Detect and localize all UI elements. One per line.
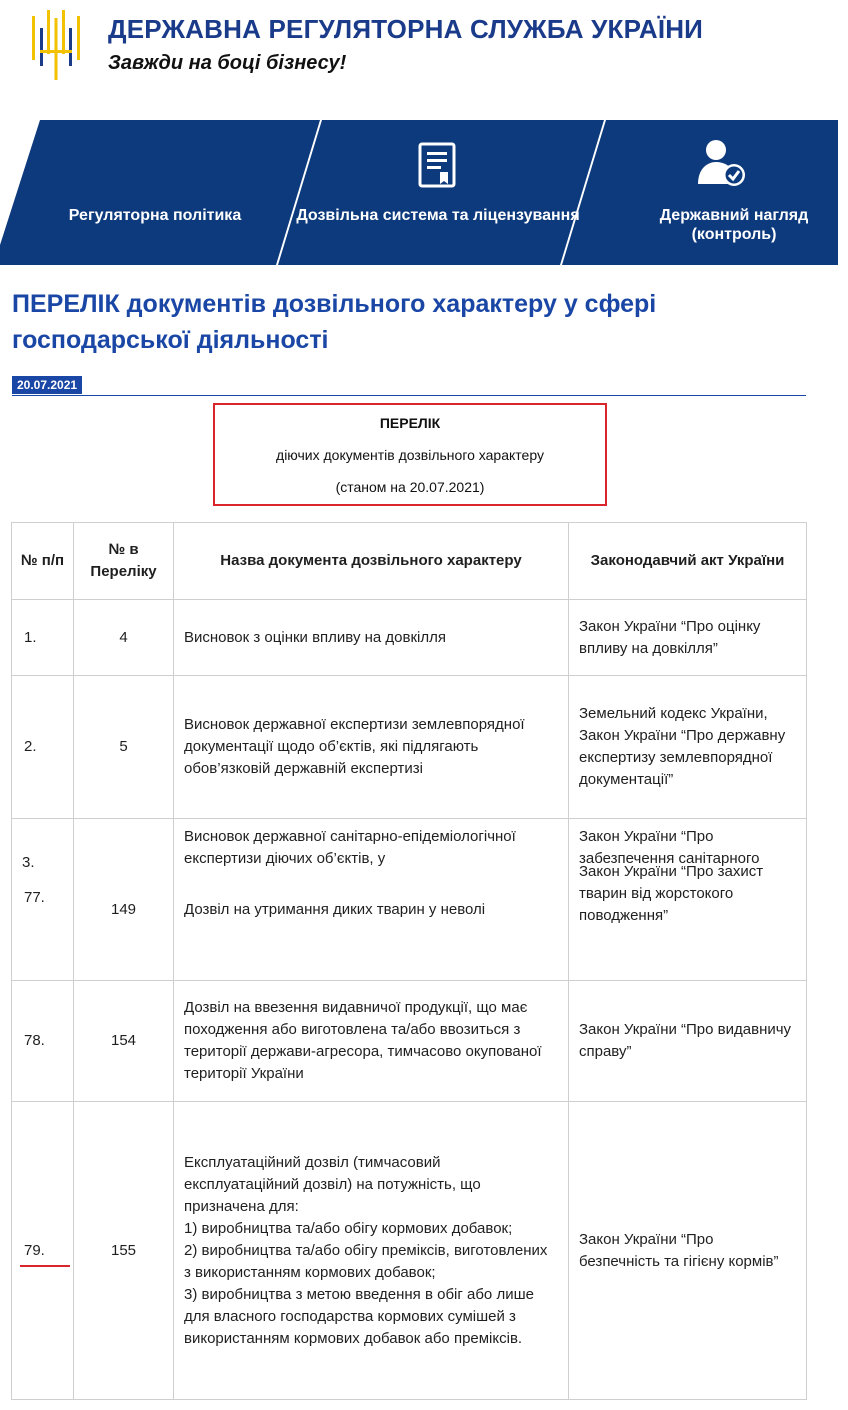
row-num: 79. (12, 1102, 74, 1400)
certificate-icon (418, 142, 458, 188)
header-law: Законодавчий акт України (569, 523, 807, 600)
row-law: Закон України “Про безпечність та гігієну кормів” (569, 1102, 807, 1400)
row-num: 1. (12, 600, 74, 676)
row-law: Земельний кодекс України, Закон України “Про державну експертизу землевпорядної документації” (569, 676, 807, 819)
nav-item-permits-licensing[interactable] (290, 120, 586, 265)
table-row (12, 1102, 807, 1400)
row-law: Закон України “Про оцінку впливу на довкілля” (569, 600, 807, 676)
table-header-row (12, 523, 807, 600)
main-nav (0, 120, 838, 265)
site-title[interactable]: ДЕРЖАВНА РЕГУЛЯТОРНА СЛУЖБА УКРАЇНИ (108, 14, 704, 44)
highlight-underline (20, 1265, 70, 1267)
row-name: Висновок з оцінки впливу на довкілля (174, 600, 569, 676)
documents-table (11, 522, 807, 1400)
site-header (0, 0, 838, 100)
row-num: 3. (22, 854, 35, 871)
row-index: 4 (74, 600, 174, 676)
nav-item-state-supervision[interactable] (620, 120, 838, 265)
row-index: 155 (74, 1102, 174, 1400)
nav-item-label: Державний нагляд (контроль) (659, 207, 809, 243)
row-name: Дозвіл на ввезення видавничої продукції, що має походження або виготовлена та/або ввозиться з території держави-агресора, тимчасово окупованої території України (174, 981, 569, 1102)
row-name: Дозвіл на утримання диких тварин у неволі (174, 819, 569, 981)
header-num: № п/п (12, 523, 74, 600)
date-badge: 20.07.2021 (12, 376, 82, 394)
row-name: Висновок державної санітарно-епідеміологічної експертизи діючих об’єктів, у (184, 828, 516, 867)
site-slogan: Завжди на боці бізнесу! (108, 52, 347, 74)
row-index: 154 (74, 981, 174, 1102)
row-num: 78. (12, 981, 74, 1102)
table-row (12, 676, 807, 819)
row-law: Закон України “Про захист тварин від жорстокого поводження” (569, 819, 807, 981)
row-law: Закон України “Про забезпечення санітарного (579, 828, 760, 867)
row-law: Закон України “Про видавничу справу” (569, 981, 807, 1102)
nav-item-label: Дозвільна система та ліцензування (296, 207, 580, 224)
row-index: 5 (74, 676, 174, 819)
row-index: 149 (74, 819, 174, 981)
notice-date: (станом на 20.07.2021) (335, 479, 485, 495)
table-row (12, 981, 807, 1102)
row-name: Висновок державної експертизи землевпорядної документації щодо об’єктів, які підлягають обов’язковій державній експертизі (174, 676, 569, 819)
notice-box (213, 403, 607, 506)
notice-subtitle: діючих документів дозвільного характеру (276, 447, 544, 463)
row-num: 77. (12, 819, 74, 981)
date-row (12, 376, 806, 396)
table-row (12, 600, 807, 676)
row-name: Експлуатаційний дозвіл (тимчасовий експлуатаційний дозвіл) на потужність, що призначена для: 1) виробництва та/або обігу кормових добавок; 2) виробництва та/або обігу преміксів, виготовлених з використанням кормових добавок; 3) виробництва з метою введення в обіг або лише для власного господарства кормових сумішей з використанням кормових добавок або преміксів. (174, 1102, 569, 1400)
header-name: Назва документа дозвільного характеру (174, 523, 569, 600)
notice-title: ПЕРЕЛІК (379, 415, 441, 431)
trident-logo[interactable] (30, 10, 82, 80)
row-num: 2. (12, 676, 74, 819)
page-title: ПЕРЕЛІК документів дозвільного характеру у сфері господарської діяльності (12, 290, 657, 354)
user-check-icon (696, 138, 748, 188)
table-row-truncated (12, 818, 805, 871)
nav-item-label: Регуляторна політика (68, 207, 242, 224)
nav-item-regulatory-policy[interactable] (0, 120, 300, 265)
header-index: № в Переліку (74, 523, 174, 600)
